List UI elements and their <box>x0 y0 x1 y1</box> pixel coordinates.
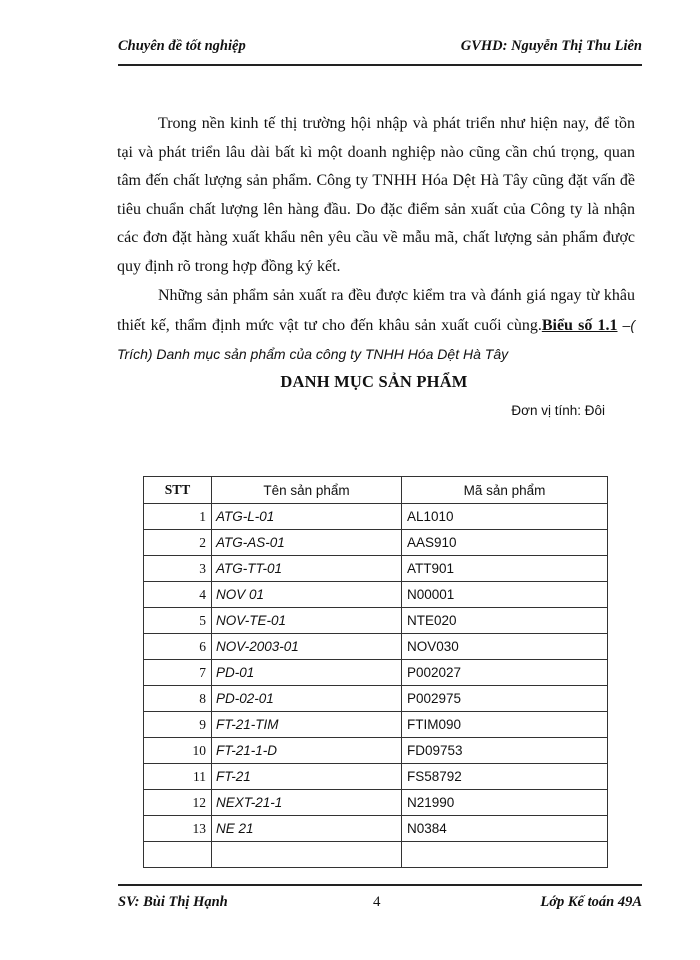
row-stt: 3 <box>144 556 212 582</box>
row-product-name: NE 21 <box>212 816 402 842</box>
table-row <box>144 790 608 816</box>
row-product-name: PD-02-01 <box>212 686 402 712</box>
table-row <box>144 842 608 868</box>
row-product-name: PD-01 <box>212 660 402 686</box>
row-product-name: NOV-TE-01 <box>212 608 402 634</box>
table-caption: –( Trích) Danh mục sản phẩm của công ty TNHH Hóa Dệt Hà Tây <box>117 316 636 362</box>
row-product-code: NTE020 <box>402 608 608 634</box>
row-stt: 4 <box>144 582 212 608</box>
row-product-name: NEXT-21-1 <box>212 790 402 816</box>
paragraph-1: Trong nền kinh tế thị trường hội nhập và phát triển như hiện nay, để tồn tại và phát triển lâu dài bất kì một doanh nghiệp nào cũng cần chú trọng, quan tâm đến chất lượng sản phẩm. Công ty TNHH Hóa Dệt Hà Tây cũng đặt vấn đề tiêu chuẩn chất lượng lên hàng đầu. Do đặc điểm sản xuất của Công ty là nhận các đơn đặt hàng xuất khẩu nên yêu cầu về mẫu mã, chất lượng sản phẩm được quy định rõ trong hợp đồng ký kết. <box>117 115 635 275</box>
table-row <box>144 556 608 582</box>
product-table <box>143 476 608 868</box>
row-stt: 8 <box>144 686 212 712</box>
row-product-code: FD09753 <box>402 738 608 764</box>
table-row <box>144 582 608 608</box>
header-product-name: Tên sản phẩm <box>212 477 402 504</box>
header-left: Chuyên đề tốt nghiệp <box>118 38 246 54</box>
table-header-row <box>144 477 608 504</box>
table-row <box>144 634 608 660</box>
table-row <box>144 712 608 738</box>
row-product-name: FT-21-TIM <box>212 712 402 738</box>
row-stt: 10 <box>144 738 212 764</box>
row-stt: 2 <box>144 530 212 556</box>
row-stt: 11 <box>144 764 212 790</box>
row-product-code: FS58792 <box>402 764 608 790</box>
row-product-name: FT-21-1-D <box>212 738 402 764</box>
row-product-code: AL1010 <box>402 504 608 530</box>
row-product-code: FTIM090 <box>402 712 608 738</box>
table-row <box>144 686 608 712</box>
header-stt: STT <box>144 477 212 504</box>
row-stt <box>144 842 212 868</box>
unit-label: Đơn vị tính: Đôi <box>511 403 605 418</box>
footer-class: Lớp Kế toán 49A <box>540 894 642 910</box>
paragraph-2-text: Những sản phẩm sản xuất ra đều được kiểm tra và đánh giá ngay từ khâu thiết kế, thẩm định mức vật tư cho đến khâu sản xuất cuối cùng. <box>117 287 635 334</box>
row-product-code: NOV030 <box>402 634 608 660</box>
table-row <box>144 530 608 556</box>
header-right: GVHD: Nguyễn Thị Thu Liên <box>460 38 642 54</box>
table-row <box>144 608 608 634</box>
footer-student: SV: Bùi Thị Hạnh <box>118 894 228 910</box>
table-row <box>144 660 608 686</box>
row-product-name: FT-21 <box>212 764 402 790</box>
row-product-name: NOV 01 <box>212 582 402 608</box>
table-row <box>144 504 608 530</box>
row-product-name <box>212 842 402 868</box>
row-stt: 9 <box>144 712 212 738</box>
row-stt: 13 <box>144 816 212 842</box>
row-product-name: NOV-2003-01 <box>212 634 402 660</box>
row-product-code: N21990 <box>402 790 608 816</box>
row-product-code: AAS910 <box>402 530 608 556</box>
header-product-code: Mã sản phẩm <box>402 477 608 504</box>
row-product-name: ATG-L-01 <box>212 504 402 530</box>
row-stt: 1 <box>144 504 212 530</box>
row-product-code: N0384 <box>402 816 608 842</box>
row-product-code: P002027 <box>402 660 608 686</box>
row-product-name: ATG-TT-01 <box>212 556 402 582</box>
page-header <box>118 36 642 66</box>
row-product-code: P002975 <box>402 686 608 712</box>
row-stt: 12 <box>144 790 212 816</box>
table-reference: Biểu số 1.1 <box>541 316 618 334</box>
row-stt: 6 <box>144 634 212 660</box>
page-number: 4 <box>373 894 381 910</box>
table-title-text: DANH MỤC SẢN PHẨM <box>280 372 468 391</box>
page-footer <box>118 884 642 916</box>
paragraph-2 <box>117 282 635 370</box>
table-row <box>144 738 608 764</box>
row-product-name: ATG-AS-01 <box>212 530 402 556</box>
row-stt: 5 <box>144 608 212 634</box>
table-row <box>144 764 608 790</box>
row-stt: 7 <box>144 660 212 686</box>
row-product-code: N00001 <box>402 582 608 608</box>
table-title <box>0 372 700 392</box>
row-product-code: ATT901 <box>402 556 608 582</box>
row-product-code <box>402 842 608 868</box>
table-row <box>144 816 608 842</box>
